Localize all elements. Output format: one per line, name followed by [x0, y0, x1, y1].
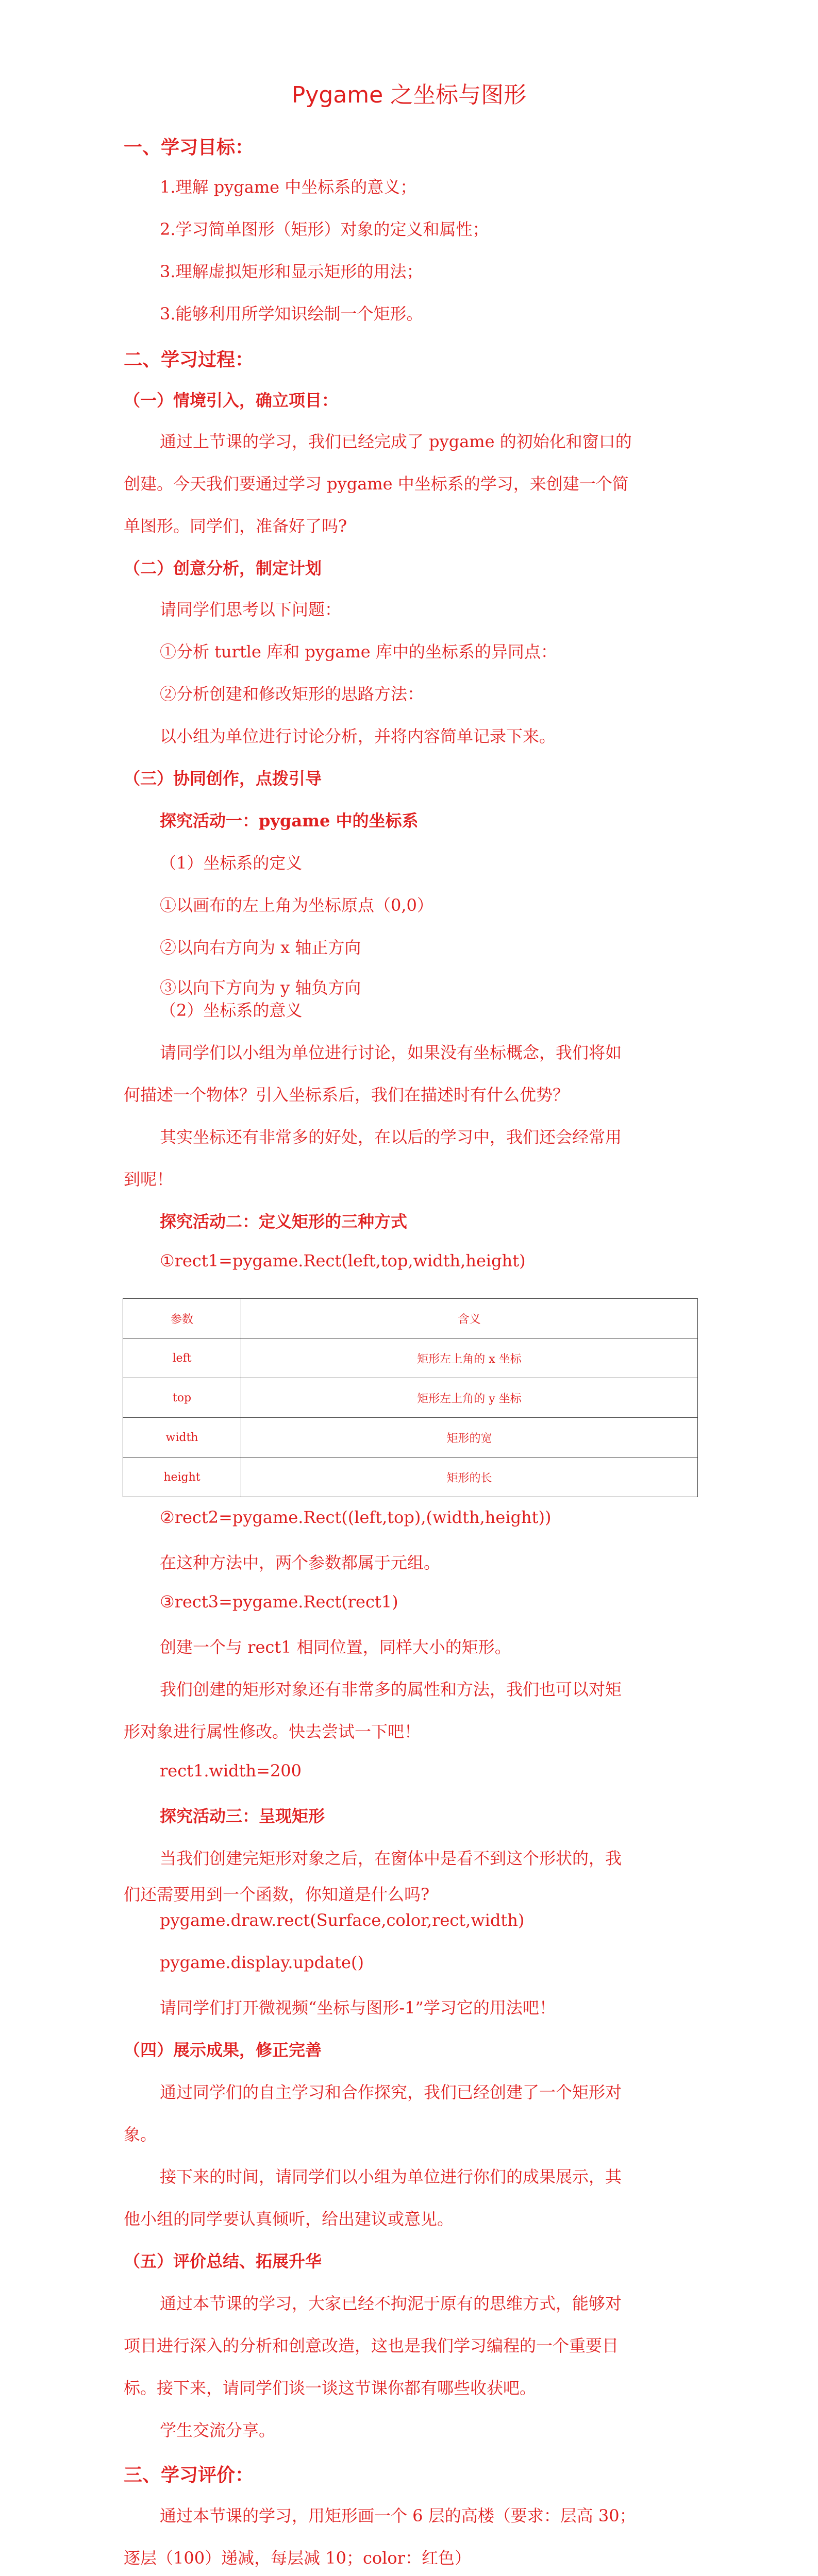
- table-row: [123, 1338, 698, 1378]
- method-2: ②rect2=pygame.Rect((left,top),(width,height)): [160, 1507, 552, 1527]
- paragraph-line: 其实坐标还有非常多的好处，在以后的学习中，我们还会经常用: [160, 1127, 622, 1147]
- subsection-4-heading: （四）展示成果，修正完善: [124, 2040, 322, 2060]
- paragraph-line: 创建。今天我们要通过学习 pygame 中坐标系的学习，来创建一个简: [124, 474, 629, 494]
- section-1-heading: 一、学习目标：: [124, 137, 254, 158]
- section-3-heading: 三、学习评价：: [124, 2464, 254, 2486]
- paragraph-line: 通过本节课的学习，用矩形画一个 6 层的高楼（要求：层高 30；: [160, 2506, 636, 2526]
- activity-3-heading: 探究活动三：呈现矩形: [160, 1806, 325, 1826]
- paragraph-line: （1）坐标系的定义: [160, 853, 303, 873]
- table-cell: width: [123, 1418, 241, 1458]
- paragraph-line: ①以画布的左上角为坐标原点（0,0）: [160, 895, 433, 915]
- parameter-table: [123, 1298, 698, 1497]
- paragraph-line: 我们创建的矩形对象还有非常多的属性和方法，我们也可以对矩: [160, 1680, 622, 1699]
- objective-item: 3.理解虚拟矩形和显示矩形的用法；: [160, 262, 423, 281]
- section-2-heading: 二、学习过程：: [124, 349, 254, 370]
- paragraph-line: 当我们创建完矩形对象之后，在窗体中是看不到这个形状的，我: [160, 1849, 622, 1868]
- table-cell: height: [123, 1458, 241, 1497]
- paragraph-line: 们还需要用到一个函数，你知道是什么吗?: [124, 1885, 430, 1904]
- paragraph-line: 通过本节课的学习，大家已经不拘泥于原有的思维方式，能够对: [160, 2294, 622, 2313]
- paragraph-line: 单图形。同学们，准备好了吗?: [124, 516, 347, 536]
- method-3: ③rect3=pygame.Rect(rect1): [160, 1592, 398, 1612]
- table-cell: 矩形左上角的 x 坐标: [241, 1338, 698, 1378]
- paragraph-line: 标。接下来，请同学们谈一谈这节课你都有哪些收获吧。: [124, 2378, 537, 2398]
- table-cell: 矩形的宽: [241, 1418, 698, 1458]
- paragraph-line: 他小组的同学要认真倾听，给出建议或意见。: [124, 2209, 454, 2229]
- table-header-cell: 参数: [123, 1299, 241, 1338]
- paragraph-line: 接下来的时间，请同学们以小组为单位进行你们的成果展示，其: [160, 2167, 622, 2187]
- paragraph-line: 请同学们以小组为单位进行讨论，如果没有坐标概念，我们将如: [160, 1043, 622, 1062]
- paragraph-line: ②以向右方向为 x 轴正方向: [160, 938, 361, 957]
- paragraph-line: 项目进行深入的分析和创意改造，这也是我们学习编程的一个重要目: [124, 2336, 619, 2355]
- paragraph-line: 何描述一个物体？引入坐标系后，我们在描述时有什么优势？: [124, 1085, 570, 1105]
- code-line: rect1.width=200: [160, 1761, 302, 1781]
- paragraph-line: 通过上节课的学习，我们已经完成了 pygame 的初始化和窗口的: [160, 432, 632, 451]
- paragraph-line: ②分析创建和修改矩形的思路方法：: [160, 684, 424, 704]
- paragraph-line: 在这种方法中，两个参数都属于元组。: [160, 1553, 441, 1572]
- code-line: pygame.display.update(): [160, 1953, 364, 1972]
- paragraph-line: 逐层（100）递减，每层减 10；color：红色）: [124, 2548, 471, 2568]
- paragraph-line: 象。: [124, 2125, 157, 2144]
- method-1: ①rect1=pygame.Rect(left,top,width,height): [160, 1251, 526, 1270]
- table-cell: top: [123, 1378, 241, 1418]
- table-row: [123, 1378, 698, 1418]
- paragraph-line: ①分析 turtle 库和 pygame 库中的坐标系的异同点：: [160, 642, 557, 662]
- objective-item: 3.能够利用所学知识绘制一个矩形。: [160, 304, 423, 324]
- subsection-2-heading: （二）创意分析，制定计划: [124, 558, 322, 578]
- table-cell: 矩形左上角的 y 坐标: [241, 1378, 698, 1418]
- objective-item: 1.理解 pygame 中坐标系的意义；: [160, 177, 417, 197]
- subsection-3-heading: （三）协同创作，点拨引导: [124, 769, 322, 788]
- table-row: [123, 1418, 698, 1458]
- table-cell: left: [123, 1338, 241, 1378]
- subsection-5-heading: （五）评价总结、拓展升华: [124, 2251, 322, 2271]
- objective-item: 2.学习简单图形（矩形）对象的定义和属性；: [160, 219, 489, 239]
- paragraph-line: ③以向下方向为 y 轴负方向: [160, 978, 361, 997]
- paragraph-line: 到呢！: [124, 1170, 174, 1189]
- paragraph-line: 通过同学们的自主学习和合作探究，我们已经创建了一个矩形对: [160, 2082, 622, 2102]
- paragraph-line: 以小组为单位进行讨论分析，并将内容简单记录下来。: [160, 726, 556, 746]
- code-line: pygame.draw.rect(Surface,color,rect,width): [160, 1910, 525, 1930]
- paragraph-line: 创建一个与 rect1 相同位置，同样大小的矩形。: [160, 1637, 511, 1657]
- subsection-1-heading: （一）情境引入，确立项目：: [124, 391, 339, 410]
- paragraph-line: 请同学们思考以下问题：: [160, 600, 342, 619]
- paragraph-line: （2）坐标系的意义: [160, 1001, 303, 1020]
- table-header-row: [123, 1299, 698, 1338]
- activity-2-heading: 探究活动二：定义矩形的三种方式: [160, 1212, 408, 1231]
- table-row: [123, 1458, 698, 1497]
- activity-1-heading: 探究活动一：pygame 中的坐标系: [160, 811, 419, 831]
- page-title: Pygame 之坐标与图形: [291, 82, 527, 108]
- paragraph-line: 形对象进行属性修改。快去尝试一下吧！: [124, 1722, 421, 1741]
- table-cell: 矩形的长: [241, 1458, 698, 1497]
- paragraph-line: 请同学们打开微视频“坐标与图形-1”学习它的用法吧！: [160, 1998, 556, 2018]
- table-header-cell: 含义: [241, 1299, 698, 1338]
- paragraph-line: 学生交流分享。: [160, 2420, 276, 2440]
